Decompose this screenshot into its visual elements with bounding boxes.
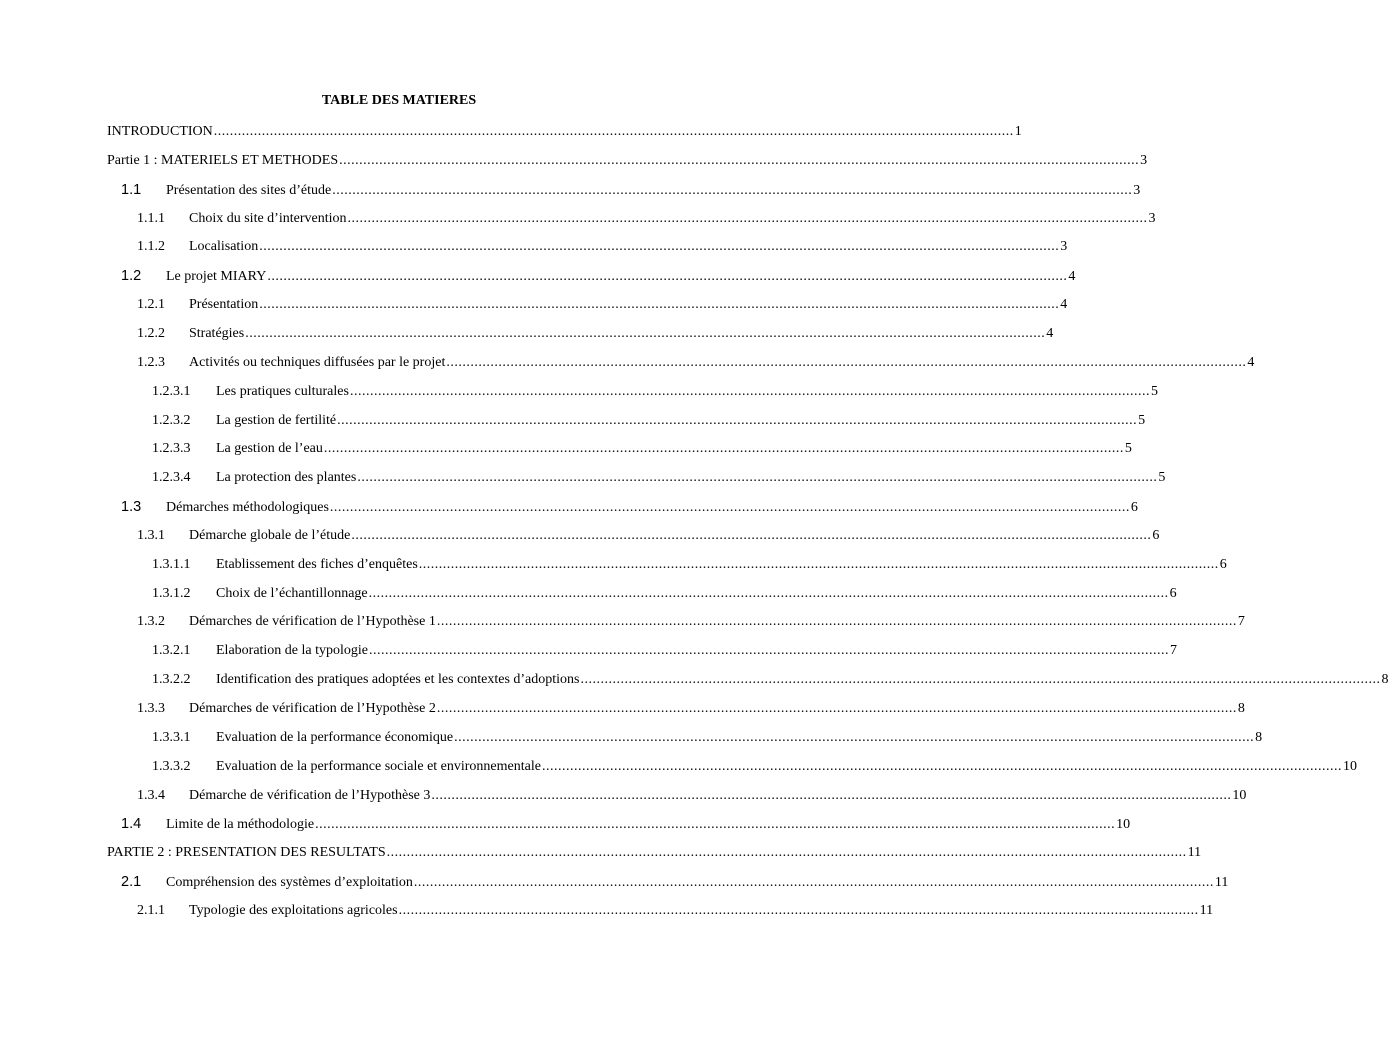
toc-entry[interactable] [107,499,1138,519]
toc-entry[interactable] [107,325,1054,346]
toc-entry[interactable] [107,297,1068,317]
toc-entry-number: 1.3.1.2 [152,585,191,601]
toc-entry-page: 7 [1170,643,1178,659]
toc-entry-page: 7 [1237,614,1245,630]
dot-leader: ........................................................................................................................................................................................................ [259,239,1060,255]
toc-entry-number: 1.3.2 [137,614,165,630]
toc-entry-number: 1.2.3.1 [152,383,191,399]
toc-entry-label: Limite de la méthodologie [166,817,315,833]
toc-entry-page: 11 [1187,845,1202,861]
toc-entry-page: 5 [1158,470,1166,486]
toc-entry[interactable] [107,268,1076,288]
toc-entry-number: 1.4 [121,816,142,833]
toc-entry[interactable] [107,556,1227,577]
toc-entry-number: 1.3.2.1 [152,643,191,659]
toc-entry-label: PARTIE 2 : PRESENTATION DES RESULTATS [107,845,386,861]
toc-entry[interactable] [107,845,1202,865]
toc-entry-label: Démarche globale de l’étude [189,527,351,543]
toc-entry-page: 6 [1169,585,1177,601]
toc-entry-page: 4 [1046,325,1054,341]
toc-entry-page: 10 [1232,787,1247,803]
dot-leader: ........................................................................................................................................................................................................ [323,441,1124,457]
dot-leader: ........................................................................................................................................................................................................ [446,354,1247,370]
toc-entry[interactable] [107,181,1141,202]
toc-entry-label: Activités ou techniques diffusées par le projet [189,354,446,370]
toc-entry-label: Démarches de vérification de l’Hypothèse 1 [189,614,436,630]
toc-entry-number: 1.2.3.3 [152,441,191,457]
toc-entry-number: 1.3.3 [137,701,165,716]
toc-entry[interactable] [107,124,1022,144]
dot-leader: ........................................................................................................................................................................................................ [259,297,1060,313]
toc-entry-page: 5 [1150,383,1158,399]
dot-leader: ........................................................................................................................................................................................................ [349,383,1150,399]
toc-entry[interactable] [107,441,1132,461]
toc-entry-label: La gestion de fertilité [216,412,337,428]
toc-entry-page: 4 [1247,354,1255,370]
toc-entry-label: Présentation des sites d’étude [166,182,332,198]
toc-entry-label: Présentation [189,297,259,313]
toc-entry[interactable] [107,701,1245,721]
toc-entry-label: Localisation [189,239,259,255]
toc-entry[interactable] [107,816,1131,836]
toc-entry-label: Etablissement des fiches d’enquêtes [216,556,418,572]
dot-leader: ........................................................................................................................................................................................................ [337,412,1138,428]
toc-entry-page: 5 [1138,412,1146,428]
toc-entry[interactable] [107,643,1178,663]
toc-entry-label: La protection des plantes [216,470,357,486]
toc-entry-page: 6 [1130,500,1138,516]
toc-entry-page: 11 [1214,875,1229,891]
toc-entry-number: 1.1 [121,181,142,198]
toc-entry[interactable] [107,729,1263,750]
toc-entry-label: Elaboration de la typologie [216,643,369,659]
toc-entry-label: Compréhension des systèmes d’exploitation [166,875,413,891]
toc-entry-number: 1.3.3.1 [152,729,191,745]
dot-leader: ........................................................................................................................................................................................................ [541,758,1342,774]
toc-entry[interactable] [107,902,1214,923]
toc-entry-page: 4 [1068,269,1076,285]
dot-leader: ........................................................................................................................................................................................................ [347,210,1148,226]
toc-entry-label: Stratégies [189,325,245,341]
dot-leader: ........................................................................................................................................................................................................ [245,325,1046,341]
toc-entry-number: 1.2 [121,268,142,285]
toc-entry-page: 6 [1152,527,1160,543]
dot-leader: ........................................................................................................................................................................................................ [436,614,1237,630]
dot-leader: ........................................................................................................................................................................................................ [357,470,1158,486]
toc-entry[interactable] [107,585,1177,606]
toc-entry[interactable] [107,527,1160,548]
toc-entry-label: Evaluation de la performance sociale et environnementale [216,758,541,774]
toc-entry-page: 1 [1014,124,1022,139]
toc-entry[interactable] [107,239,1068,259]
toc-entry-number: 1.3.4 [137,787,165,803]
toc-entry-number: 1.3.2.2 [152,672,191,688]
toc-entry-number: 1.1.2 [137,239,165,255]
toc-entry[interactable] [107,383,1158,404]
toc-entry-number: 2.1 [121,874,142,891]
toc-entry-number: 1.2.3.2 [152,412,191,428]
dot-leader: ........................................................................................................................................................................................................ [368,585,1169,601]
toc-entry-number: 1.2.2 [137,325,165,341]
toc-entry-page: 8 [1255,729,1263,745]
toc-entry-page: 6 [1219,556,1227,572]
toc-entry[interactable] [107,787,1247,808]
toc-entry-label: INTRODUCTION [107,124,213,139]
dot-leader: ........................................................................................................................................................................................................ [351,527,1152,543]
toc-entry[interactable] [107,354,1255,375]
dot-leader: ........................................................................................................................................................................................................ [386,845,1187,861]
dot-leader: ........................................................................................................................................................................................................ [413,875,1214,891]
toc-entry-number: 1.3.3.2 [152,758,191,774]
toc-entry-page: 4 [1060,297,1068,313]
toc-entry[interactable] [107,758,1357,779]
toc-entry-label: Typologie des exploitations agricoles [189,902,398,918]
toc-entry[interactable] [107,874,1229,894]
toc-title: TABLE DES MATIERES [321,93,477,108]
toc-entry[interactable] [107,470,1166,490]
toc-entry-page: 8 [1381,672,1389,688]
toc-entry-label: Identification des pratiques adoptées et les contextes d’adoptions [216,672,580,688]
toc-entry-label: Partie 1 : MATERIELS ET METHODES [107,152,339,168]
toc-entry-label: La gestion de l’eau [216,441,323,457]
dot-leader: ........................................................................................................................................................................................................ [436,701,1237,716]
toc-entry-page: 10 [1116,817,1131,833]
toc-entry-label: Evaluation de la performance économique [216,729,454,745]
dot-leader: ........................................................................................................................................................................................................ [369,643,1170,659]
toc-entry-label: Démarches méthodologiques [166,500,329,516]
toc-entry[interactable] [107,672,1389,692]
dot-leader: ........................................................................................................................................................................................................ [580,672,1381,688]
toc-entry-page: 11 [1199,902,1214,918]
toc-entry-number: 1.3.1.1 [152,556,191,572]
toc-entry-number: 1.2.3.4 [152,470,191,486]
toc-entry-number: 1.2.1 [137,297,165,313]
dot-leader: ........................................................................................................................................................................................................ [398,902,1199,918]
dot-leader: ........................................................................................................................................................................................................ [213,124,1014,139]
dot-leader: ........................................................................................................................................................................................................ [454,729,1255,745]
dot-leader: ........................................................................................................................................................................................................ [431,787,1232,803]
toc-entry-label: Le projet MIARY [166,269,267,285]
toc-entry[interactable] [107,412,1146,433]
toc-entry-page: 3 [1140,152,1148,168]
toc-entry-page: 8 [1237,701,1245,716]
toc-entry-page: 5 [1124,441,1132,457]
toc-entry-number: 1.3 [121,499,142,516]
toc-entry-number: 1.1.1 [137,210,165,226]
dot-leader: ........................................................................................................................................................................................................ [315,817,1116,833]
toc-entry-page: 3 [1133,182,1141,198]
toc-entry-number: 2.1.1 [137,902,165,918]
toc-entry[interactable] [107,152,1148,173]
toc-entry-label: Choix du site d’intervention [189,210,347,226]
toc-entry-number: 1.2.3 [137,354,165,370]
toc-entry[interactable] [107,210,1156,231]
dot-leader: ........................................................................................................................................................................................................ [339,152,1140,168]
toc-entry-number: 1.3.1 [137,527,165,543]
dot-leader: ........................................................................................................................................................................................................ [329,500,1130,516]
dot-leader: ........................................................................................................................................................................................................ [267,269,1068,285]
dot-leader: ........................................................................................................................................................................................................ [418,556,1219,572]
toc-entry-label: Les pratiques culturales [216,383,349,399]
toc-entry-label: Choix de l’échantillonnage [216,585,368,601]
dot-leader: ........................................................................................................................................................................................................ [332,182,1133,198]
toc-entry-label: Démarches de vérification de l’Hypothèse 2 [189,701,436,716]
toc-entry-page: 3 [1148,210,1156,226]
toc-entry[interactable] [107,614,1245,634]
toc-entry-page: 3 [1060,239,1068,255]
toc-entry-label: Démarche de vérification de l’Hypothèse 3 [189,787,431,803]
toc-entry-page: 10 [1342,758,1357,774]
